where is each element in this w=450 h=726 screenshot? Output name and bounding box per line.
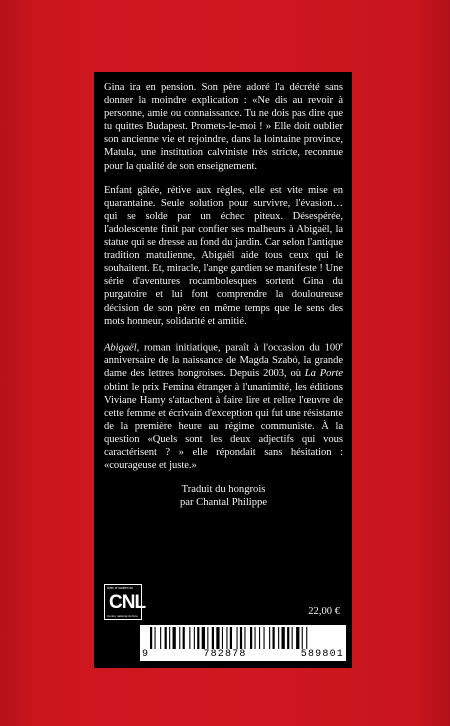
paragraph-3-text-c: obtint le prix Femina étranger à l'unanimité, les éditions Viviane Hamy s'attachent à faire lire et relire l'œuvre de cette femme et écrivain d'exception qui fut une résistante de la première heure au régime communiste. À la question «Quels sont les deux adjectifs qui vous caractérisent ? » elle répondait sans hésitation : «courageuse et juste.» — [104, 381, 343, 472]
barcode-bar — [259, 627, 260, 649]
barcode-bar — [155, 627, 156, 649]
barcode-bar — [264, 627, 265, 649]
cnl-logo-bottom-text: Centre national du livre — [107, 614, 138, 618]
barcode-bar — [173, 627, 176, 649]
barcode-bar — [230, 627, 232, 649]
isbn-number — [142, 649, 344, 660]
synopsis-paragraph-1: Gina ira en pension. Son père adoré l'a décrété sans donner la moindre explication : «Ne dis au revoir à personne, amie ou connaissance. Tu ne dois pas dire que tu quittes Budapest. Promets-le-moi ! » Elle doit oublier son ancienne vie et rejoindre, dans la lointaine province, Matula, une institution calviniste très stricte, reconnue pour la qualité de son enseignement. — [104, 82, 343, 172]
isbn-digit-group-1: 9 — [142, 649, 150, 660]
paragraph-3-text-b: anniversaire de la naissance de Magda Szabó, la grande dame des lettres hongroises. Depuis 2003, où — [104, 355, 343, 380]
synopsis-paragraph-2: Enfant gâtée, rétive aux règles, elle est vite mise en quarantaine. Seule solution pour survivre, l'évasion… qui se solde par un échec piteux. Désespérée, l'adolescente finit par confier ses malheurs à Abigaël, la statue qui se dresse au fond du jardin. Car selon l'antique tradition matulienne, Abigaël aide tous ceux qui le souhaitent. Et, miracle, l'ange gardien se manifeste ! Une série d'aventures rocambolesques sortent Gina du purgatoire et lui font comprendre la douloureuse décision de son père en même temps que le sens des mots honneur, solidarité et amitié. — [104, 184, 343, 327]
cnl-logo — [104, 584, 146, 620]
barcode-bar — [216, 627, 219, 649]
barcode-bar — [165, 627, 167, 649]
barcode-bar — [250, 627, 252, 649]
barcode-bar — [255, 627, 256, 649]
barcode-bars — [150, 627, 338, 649]
barcode-bar — [179, 627, 180, 649]
isbn-digit-group-3: 589801 — [300, 649, 344, 660]
translation-credit — [104, 483, 343, 509]
barcode-bar — [183, 627, 185, 649]
barcode-bar — [273, 627, 275, 649]
cnl-logo-letters: CNL — [109, 592, 146, 613]
barcode-bar — [150, 627, 152, 649]
barcode-bar — [197, 627, 199, 649]
barcode-bar — [169, 627, 170, 649]
barcode-bar — [282, 627, 285, 649]
barcode-bar — [194, 627, 195, 649]
barcode-bar — [292, 627, 293, 649]
paragraph-3-text-a: , roman initiatique, paraît à l'occasion du 100 — [136, 342, 341, 354]
cnl-logo-top-text: Avec le soutien du — [107, 586, 133, 590]
barcode-bar — [207, 627, 208, 649]
isbn-digit-group-2: 782878 — [203, 649, 247, 660]
barcode — [140, 625, 346, 661]
barcode-bar — [240, 627, 242, 649]
barcode-bar — [244, 627, 245, 649]
barcode-bar — [202, 627, 205, 649]
barcode-bar — [302, 627, 303, 649]
work-title-italic: La Porte — [304, 368, 343, 380]
price-label: 22,00 € — [308, 606, 340, 617]
barcode-bar — [189, 627, 190, 649]
barcode-bar — [278, 627, 279, 649]
barcode-bar — [269, 627, 270, 649]
barcode-bar — [212, 627, 214, 649]
translation-line-2: par Chantal Philippe — [179, 497, 268, 509]
ordinal-superscript: e — [340, 341, 343, 348]
cover-footer — [104, 584, 342, 664]
translation-line-1: Traduit du hongrois — [181, 484, 266, 496]
barcode-bar — [296, 627, 299, 649]
barcode-bar — [237, 627, 238, 649]
barcode-bar — [306, 627, 307, 649]
synopsis-panel — [94, 72, 352, 668]
barcode-bar — [287, 627, 289, 649]
synopsis-paragraph-3 — [104, 339, 343, 472]
book-title-italic: Abigaël — [104, 342, 137, 354]
barcode-bar — [160, 627, 161, 649]
barcode-bar — [222, 627, 223, 649]
barcode-bar — [226, 627, 227, 649]
